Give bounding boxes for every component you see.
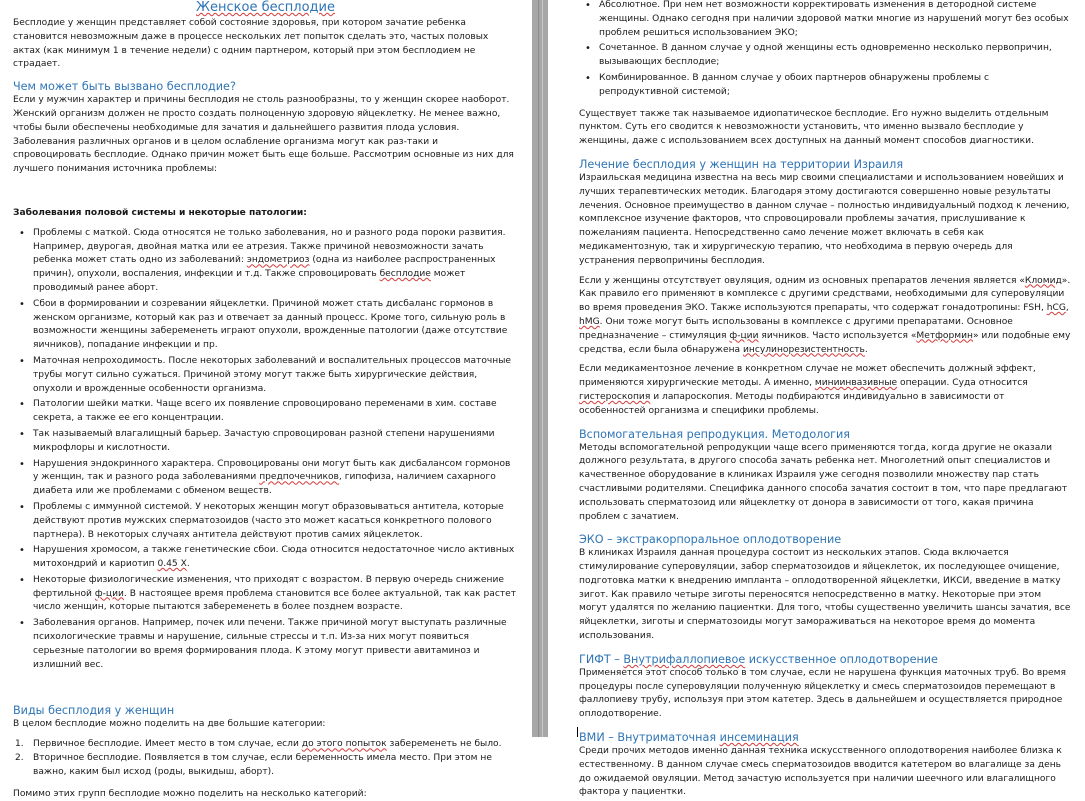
heading-assisted[interactable]: Вспомогательная репродукция. Методология	[579, 427, 851, 441]
list-item[interactable]: • Нарушения эндокринного характера. Спровоцированы они могут быть как дисбалансом гормонов у женщин, так и разного рода заболеваниями предпочечников, гипофиза, наличием сахарного диабета или же проблемами с обменом веществ.	[13, 458, 518, 499]
list-item[interactable]: • Так называемый влагалищный барьер. Зачастую спровоцирован разной степени нарушениями микрофлоры и кислотности.	[13, 428, 518, 456]
heading-eco[interactable]: ЭКО – экстракорпоральное оплодотворение	[579, 533, 842, 547]
list-item[interactable]: • Комбинированное. В данном случае у обоих партнеров обнаружены проблемы с репродуктивной системой;	[579, 72, 1071, 100]
gift-paragraph[interactable]: Применяется этот способ только в том случае, если не нарушена функция маточных труб. Во время процедуры после суперовуляции полученную яйцеклетку и смесь сперматозоидов перемещают в фаллопиеву трубу, используя при этом катетер. Здесь в дальнейшем и осуществляется природное оплодотворение.	[579, 667, 1066, 720]
list-item[interactable]: • Маточная непроходимость. После некоторых заболеваний и воспалительных процессов маточные трубы могут сильно сужаться. Причиной этому могут также быть хирургические действия, опухоли и врожденные особенности организма.	[13, 355, 518, 396]
text-cursor	[577, 727, 578, 737]
list-item[interactable]: 2. Вторичное бесплодие. Появляется в том случае, если беременность имела место. При этом не важно, каким был исход (роды, выкидыш, аборт).	[15, 753, 492, 777]
intro-paragraph[interactable]: Бесплодие у женщин представляет собой состояние здоровья, при котором зачатие ребенка становится невозможным даже в процессе нескольких лет попыток сделать это, частых половых актах (как минимум 1 в течение недели) с одним партнером, который при этом бесплодием не страдает.	[13, 18, 489, 70]
ovulation-paragraph[interactable]: Если у женщины отсутствует овуляция, одним из основных препаратов лечения является «Кломид». Как правило его применяют в комплексе с другими средствами, необходимыми для суперовуляции во время проведения ЭКО. Также используются препараты, что содержат гонадотропины: FSH, hCG, hMG. Они тоже могут быть использованы в комплексе с другими препаратами. Основное предназначение – стимуляция ф-ции яичников. Часто используется «Метформин» или подобные ему средства, если была обнаружена инсулинорезистентность.	[579, 275, 1071, 355]
heading-types[interactable]: Виды бесплодия у женщин	[13, 704, 175, 718]
vmi-paragraph[interactable]: Среди прочих методов именно данная техника искусственного оплодотворения наиболее близка к естественному. В данном случае смесь сперматозоидов вводится катетером во влагалище за день до ожидаемой овуляции. Метод зачастую используется при наличии шеечного или влагалищного фактора у пациентки.	[579, 746, 1062, 798]
heading-israel[interactable]: Лечение бесплодия у женщин на территории Израиля	[579, 157, 904, 171]
list-item[interactable]: • Сочетанное. В данном случае у одной женщины есть одновременно несколько первопричин, вызывающих бесплодие;	[579, 42, 1071, 70]
heading-gift[interactable]: ГИФТ – Внутрифаллопиевое искусственное оплодотворение	[579, 652, 938, 666]
also-paragraph[interactable]: Помимо этих групп бесплодие можно поделить на несколько категорий:	[13, 788, 367, 799]
list-item[interactable]: • Проблемы с маткой. Сюда относятся не только заболевания, но и разного рода пороки развития. Например, двурогая, двойная матка или ее атрезия. Также причиной невозможности зачать ребенка может стать одно из заболеваний: эндометриоз (одна из наиболее распространенных причин), опухоли, воспаления, инфекции и т.д. Также спровоцировать бесплодие может проводимый ранее аборт.	[13, 227, 518, 296]
eco-paragraph[interactable]: В клиниках Израиля данная процедура состоит из нескольких этапов. Сюда включается стимулирование суперовуляции, забор сперматозоидов и яйцеклеток, их последующее очищение, подготовка матки к внедрению импланта – оплодотворенной яйцеклетки, ИКСИ, введение в матку зигот. Как правило четыре зиготы переносятся непосредственно в матку. Некоторые при этом могут удалятся по желанию пациентки. Для того, чтобы существенно увеличить шансы зачатия, все яйцеклетки, зиготы и сперматозоиды могут замораживаться на некоторое время до момента использования.	[579, 548, 1071, 642]
surgery-paragraph[interactable]: Если медикаментозное лечение в конкретном случае не может обеспечить должный эффект, применяются хирургические методы. А именно, миниинвазивные операции. Суда относится гистероскопия и лапароскопия. Методы подбираются индивидуально в зависимости от особенностей организма и специфики проблемы.	[579, 364, 1036, 416]
list-item[interactable]: • Проблемы с иммунной системой. У некоторых женщин могут образовываться антитела, которые действуют против мужских сперматозоидов (часто это может касаться конкретного полового партнера). В некоторых случаях антитела действуют против самих яйцеклеток.	[13, 501, 518, 542]
categories-list	[579, 0, 1071, 100]
diseases-heading[interactable]: Заболевания половой системы и некоторые патологии:	[13, 207, 307, 218]
heading-causes[interactable]: Чем может быть вызвано бесплодие?	[13, 80, 236, 94]
list-item[interactable]: • Заболевания органов. Например, почек или печени. Также причиной могут выступать различные психологические травмы и нарушение, сильные стрессы и т.п. Из-за них могут появиться серьезные патологии во время формирования плода. К этому могут привести авитаминоз и излишний вес.	[13, 617, 518, 672]
document-page-right[interactable]	[548, 0, 1085, 798]
list-item[interactable]: • Некоторые физиологические изменения, что приходят с возрастом. В первую очередь снижение фертильной ф-ции. В настоящее время проблема становится все более актуальной, так как растет число женщин, которые пытаются забеременеть в более позднем возрасте.	[13, 574, 518, 615]
causes-paragraph[interactable]: Если у мужчин характер и причины бесплодия не столь разнообразны, то у женщин скорее наоборот. Женский организм должен не просто создать полноценную здоровую яйцеклетку. Не менее важно, чтобы были обеспечены необходимые для зачатия и дальнейшего развития плода условия. Заболевания различных органов и в целом ослабление организма могут как раз-таки и спровоцировать бесплодие. Однако причин может быть еще больше. Рассмотрим основные из них для лучшего понимания источника проблемы:	[13, 95, 514, 175]
types-intro[interactable]: В целом бесплодие можно поделить на две большие категории:	[13, 719, 326, 730]
assisted-paragraph[interactable]: Методы вспомогательной репродукции чаще всего применяются тогда, когда другие не оказали должного результата, в другого способа зачать ребенка нет. Многолетний опыт специалистов и качественное оборудование в клиниках Израиля уже сегодня позволили множеству пар стать счастливыми родителями. Специфика данного способа зачатия состоит в том, что паре предлагают использовать сперматозоид или яйцеклетку от донора в зависимости от того, какая причина проблем с зачатием.	[579, 442, 1068, 522]
list-item[interactable]: • Нарушения хромосом, а также генетические сбои. Сюда относится недостаточное число активных митохондрий и кариотип 0.45 X.	[13, 544, 518, 572]
list-item[interactable]: • Сбои в формировании и созревании яйцеклетки. Причиной может стать дисбаланс гормонов в женском организме, который как раз и отвечает за данный процесс. Кроме того, сильную роль в возможности женщины забеременеть играют опухоли, врожденные патологии (даже отсутствие яичников), попадание инфекции и пр.	[13, 298, 518, 353]
page-title: Женское бесплодие	[196, 0, 335, 15]
page-gap	[532, 0, 548, 737]
list-item[interactable]: 1. Первичное бесплодие. Имеет место в том случае, если до этого попыток забеременеть не было.	[15, 739, 502, 750]
list-item[interactable]: • Патологии шейки матки. Чаще всего их появление спровоцировано переменами в хим. составе секрета, а также ее его концентрации.	[13, 398, 518, 426]
idiopathic-paragraph[interactable]: Существует также так называемое идиопатическое бесплодие. Его нужно выделить отдельным пунктом. Суть его сводится к невозможности установить, что именно вызвало бесплодие у женщины, даже с использованием всех доступных на данный момент способов диагностики.	[579, 108, 1049, 147]
diseases-list	[13, 227, 518, 673]
list-item[interactable]: • Абсолютное. При нем нет возможности корректировать изменения в детородной системе женщины. Однако сегодня при наличии здоровой матки многие из нарушений могут без особых проблем решиться использованием ЭКО;	[579, 0, 1071, 40]
israel-paragraph[interactable]: Израильская медицина известна на весь мир своими специалистами и использованием новейших и лучших терапевтических методик. Благодаря этому достигаются совершенно новые результаты лечения. Основное преимущество в данном случае – полностью индивидуальный подход к лечению, комплексное изучение факторов, что спровоцировали проблемы зачатия, прислушивание к пожеланиям пациента. Непосредственно само лечение может включать в себя как медикаментозную, так и хирургическую терапию, что необходима в первую очередь для устранения первопричины бесплодия.	[579, 172, 1070, 266]
heading-vmi[interactable]: ВМИ – Внутриматочная инсеминация	[579, 731, 799, 745]
types-list	[13, 738, 518, 779]
document-page-left[interactable]	[0, 0, 532, 799]
